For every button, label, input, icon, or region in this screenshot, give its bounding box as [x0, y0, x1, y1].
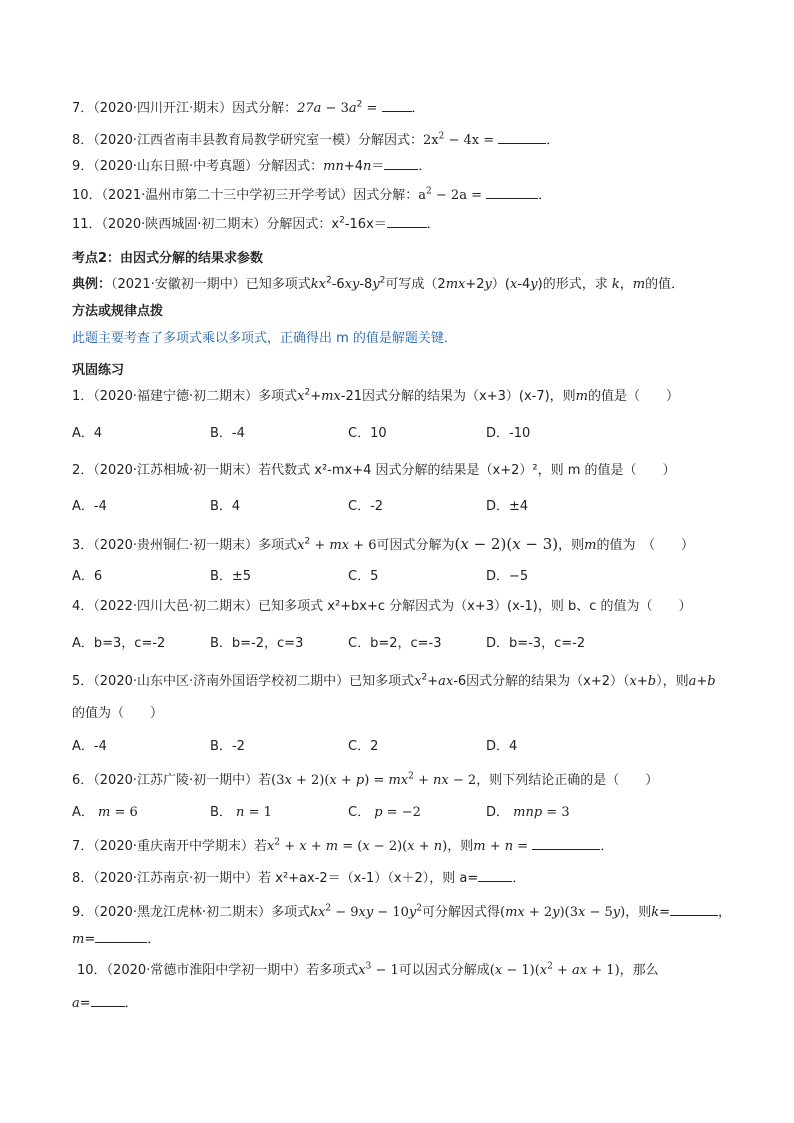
practice-question-5: 5．（2020·山东中区·济南外国语学校初二期中）已知多项式$x^2+ax-6$因式分解的结果为（x+2）（x+b），则a+b [72, 672, 716, 689]
q3-option-b[interactable]: B．±5 [210, 569, 252, 584]
section-heading-practice: 巩固练习 [72, 363, 125, 378]
q6-option-d[interactable]: D． mnp = 3 [486, 805, 570, 820]
answer-blank[interactable] [670, 903, 718, 916]
q4-option-d[interactable]: D．b=-3，c=-2 [486, 636, 586, 651]
section-heading-kaodian: 考点2：由因式分解的结果求参数 [72, 251, 264, 266]
q1-option-b[interactable]: B．-4 [210, 426, 245, 441]
answer-blank[interactable] [486, 186, 538, 199]
q1-option-d[interactable]: D．-10 [486, 426, 531, 441]
q2-option-d[interactable]: D．±4 [486, 499, 529, 514]
practice-question-9-cont: m= ． [72, 932, 161, 947]
q6-option-b[interactable]: B． n = 1 [210, 805, 272, 820]
answer-blank[interactable] [95, 930, 147, 943]
practice-question-9: 9．（2020·黑龙江虎林·初二期末）多项式$kx^2 - 9xy - 10y^2$可分解因式得(mx + 2y)(3x − 5y)，则k= ， [72, 903, 732, 920]
q3-option-a[interactable]: A．6 [72, 569, 103, 584]
q5-option-c[interactable]: C．2 [348, 739, 379, 754]
practice-question-3: 3．（2020·贵州铜仁·初一期末）多项式$x^2$ + mx + 6可因式分解为(x − 2)(x − 3)，则m的值为 （ ） [72, 535, 695, 553]
q1-option-c[interactable]: C．10 [348, 426, 387, 441]
practice-question-10: 10．（2020·常德市淮阳中学初一期中）若多项式$x^3 - 1$可以因式分解成$(x - 1)(x^2$ + ax + 1)，那么 [77, 961, 659, 978]
answer-blank[interactable] [91, 994, 125, 1007]
q6-option-a[interactable]: A． m = 6 [72, 805, 138, 820]
practice-question-2: 2．（2020·江苏相城·初一期末）若代数式 x²-mx+4 因式分解的结果是（x+2）²，则 m 的值是（ ） [72, 463, 676, 478]
q4-option-c[interactable]: C．b=2，c=-3 [348, 636, 442, 651]
practice-question-8: 8．（2020·江苏南京·初一期中）若 x²+ax-2＝（x-1）（x＋2），则 a= ． [72, 871, 526, 886]
q2-option-b[interactable]: B．4 [210, 499, 241, 514]
practice-question-1: 1．（2020·福建宁德·初二期末）多项式$x^2+mx-21$因式分解的结果为（x+3）(x-7)，则m的值是（ ） [72, 387, 680, 404]
q3-option-c[interactable]: C．5 [348, 569, 379, 584]
answer-blank[interactable] [382, 99, 412, 112]
question-9-factor: 9．（2020·山东日照·中考真题）分解因式：mn+4n＝ ． [72, 159, 432, 174]
practice-question-4: 4．（2022·四川大邑·初二期末）已知多项式 x²+bx+c 分解因式为（x+3）(x-1)，则 b、c 的值为（ ） [72, 599, 692, 614]
q5-option-d[interactable]: D．4 [486, 739, 518, 754]
q5-option-a[interactable]: A．-4 [72, 739, 107, 754]
q3-option-d[interactable]: D．−5 [486, 569, 529, 584]
question-7-factor: 7．（2020·四川开江·期末）因式分解：$27a - 3a^2$ = ． [72, 99, 425, 116]
answer-blank[interactable] [384, 157, 418, 170]
method-explanation: 此题主要考查了多项式乘以多项式，正确得出 m 的值是解题关键． [72, 331, 457, 346]
answer-blank[interactable] [532, 837, 600, 850]
question-8-factor: 8．（2020·江西省南丰县教育局教学研究室一模）分解因式：$2x^2 - 4x$ = ． [72, 131, 560, 148]
example-problem: 典例：（2021·安徽初一期中）已知多项式$kx^2-6xy-8y^2$可写成（2mx+2y）(x-4y)的形式，求 k，m的值． [72, 275, 685, 292]
practice-question-6: 6．（2020·江苏广陵·初一期中）若$(3x + 2)(x + p) = mx^2$ + nx − 2，则下列结论正确的是（ ） [72, 771, 659, 788]
practice-question-10-cont: a= ． [72, 996, 138, 1011]
answer-blank[interactable] [498, 131, 546, 144]
q2-option-a[interactable]: A．-4 [72, 499, 107, 514]
question-11-factor: 11．（2020·陕西城固·初二期末）分解因式：$x^2-16x=$ ． [72, 215, 440, 232]
practice-question-7: 7．（2020·重庆南开中学期末）若$x^2 + x + m = (x - 2)(x + n)$，则m + n = ． [72, 837, 614, 854]
q6-option-c[interactable]: C． p = −2 [348, 805, 421, 820]
question-10-factor: 10．（2021·温州市第二十三中学初三开学考试）因式分解：$a^2 - 2a$ = ． [72, 186, 552, 203]
practice-question-5-cont: 的值为（ ） [72, 706, 164, 721]
answer-blank[interactable] [387, 215, 427, 228]
section-heading-method: 方法或规律点拨 [72, 304, 164, 319]
q5-option-b[interactable]: B．-2 [210, 739, 245, 754]
q4-option-a[interactable]: A．b=3，c=-2 [72, 636, 166, 651]
answer-blank[interactable] [478, 869, 512, 882]
q1-option-a[interactable]: A．4 [72, 426, 103, 441]
q4-option-b[interactable]: B．b=-2，c=3 [210, 636, 304, 651]
q2-option-c[interactable]: C．-2 [348, 499, 384, 514]
